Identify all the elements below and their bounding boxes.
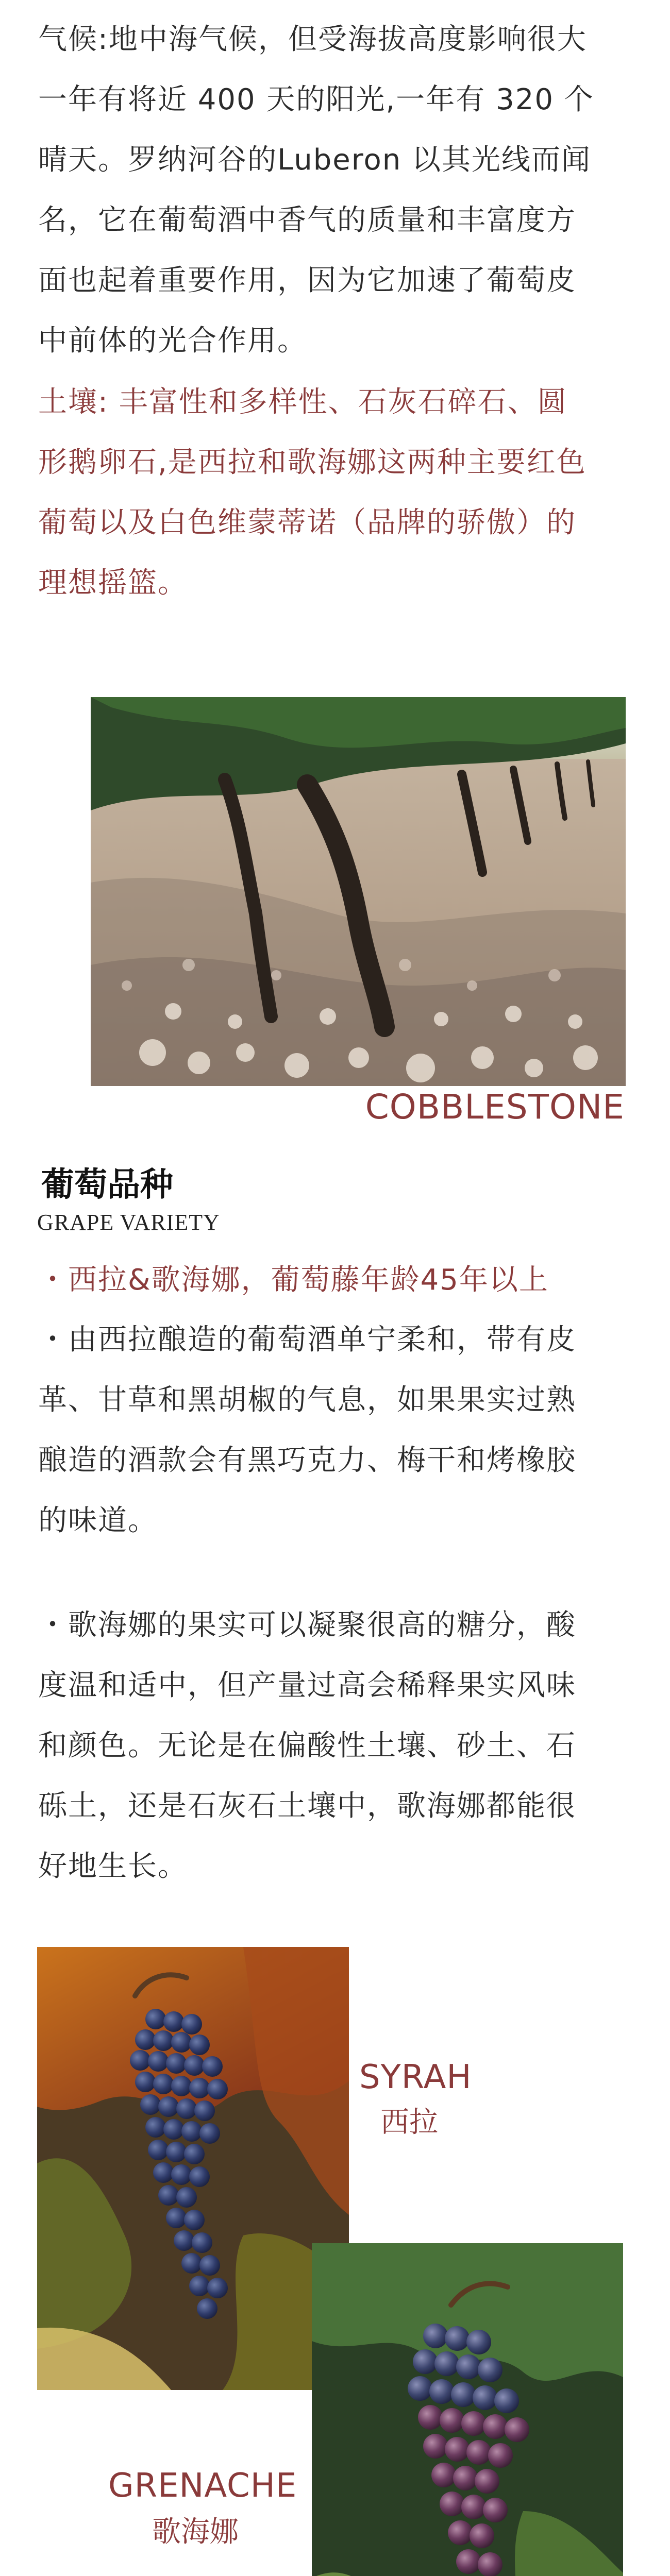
section-title: 葡萄品种 bbox=[41, 1166, 173, 1204]
bullet-age: ・西拉&歌海娜，葡萄藤年龄45年以上 bbox=[38, 1263, 549, 1297]
grenache-caption-cn: 歌海娜 bbox=[152, 2515, 239, 2549]
cobblestone-caption: COBBLESTONE bbox=[365, 1087, 625, 1127]
syrah-caption-cn: 西拉 bbox=[380, 2106, 438, 2139]
climate-paragraph: 气候:地中海气候，但受海拔高度影响很大 一年有将近 400 天的阳光,一年有 320 个 晴天。罗纳河谷的Luberon 以其光线而闻 名，它在葡萄酒中香气的质量和丰富度方 面也起着重要作用，因为它加速了葡萄皮 中前体的光合作用。 bbox=[38, 23, 594, 358]
bullet-grenache: ・歌海娜的果实可以凝聚很高的糖分，酸 度温和适中，但产量过高会稀释果实风味 和颜色。无论是在偏酸性土壤、砂土、石 砾土，还是石灰石土壤中，歌海娜都能很 好地生长。 bbox=[38, 1608, 576, 1883]
soil-paragraph bbox=[38, 372, 636, 613]
syrah-grapes-photo bbox=[37, 1947, 349, 2390]
syrah-caption-en: SYRAH bbox=[359, 2058, 472, 2096]
vineyard-cobblestone-photo bbox=[91, 697, 626, 1086]
grenache-caption-en: GRENACHE bbox=[108, 2467, 297, 2505]
grenache-illustration bbox=[312, 2243, 623, 2576]
grenache-grapes-photo bbox=[312, 2243, 623, 2576]
bullet-syrah: ・由西拉酿造的葡萄酒单宁柔和，带有皮 革、甘草和黑胡椒的气息，如果果实过熟 酿造的酒款会有黑巧克力、梅干和烤橡胶 的味道。 bbox=[38, 1323, 576, 1537]
soil-text: 丰富性和多样性、石灰石碎石、圆 形鹅卵石,是西拉和歌海娜这两种主要红色 葡萄以及白色维蒙蒂诺（品牌的骄傲）的 理想摇篮。 bbox=[38, 385, 587, 600]
syrah-illustration bbox=[37, 1947, 349, 2390]
vineyard-illustration bbox=[91, 697, 626, 1086]
section-subtitle: GRAPE VARIETY bbox=[37, 1210, 220, 1235]
soil-label: 土壤: bbox=[38, 385, 109, 419]
